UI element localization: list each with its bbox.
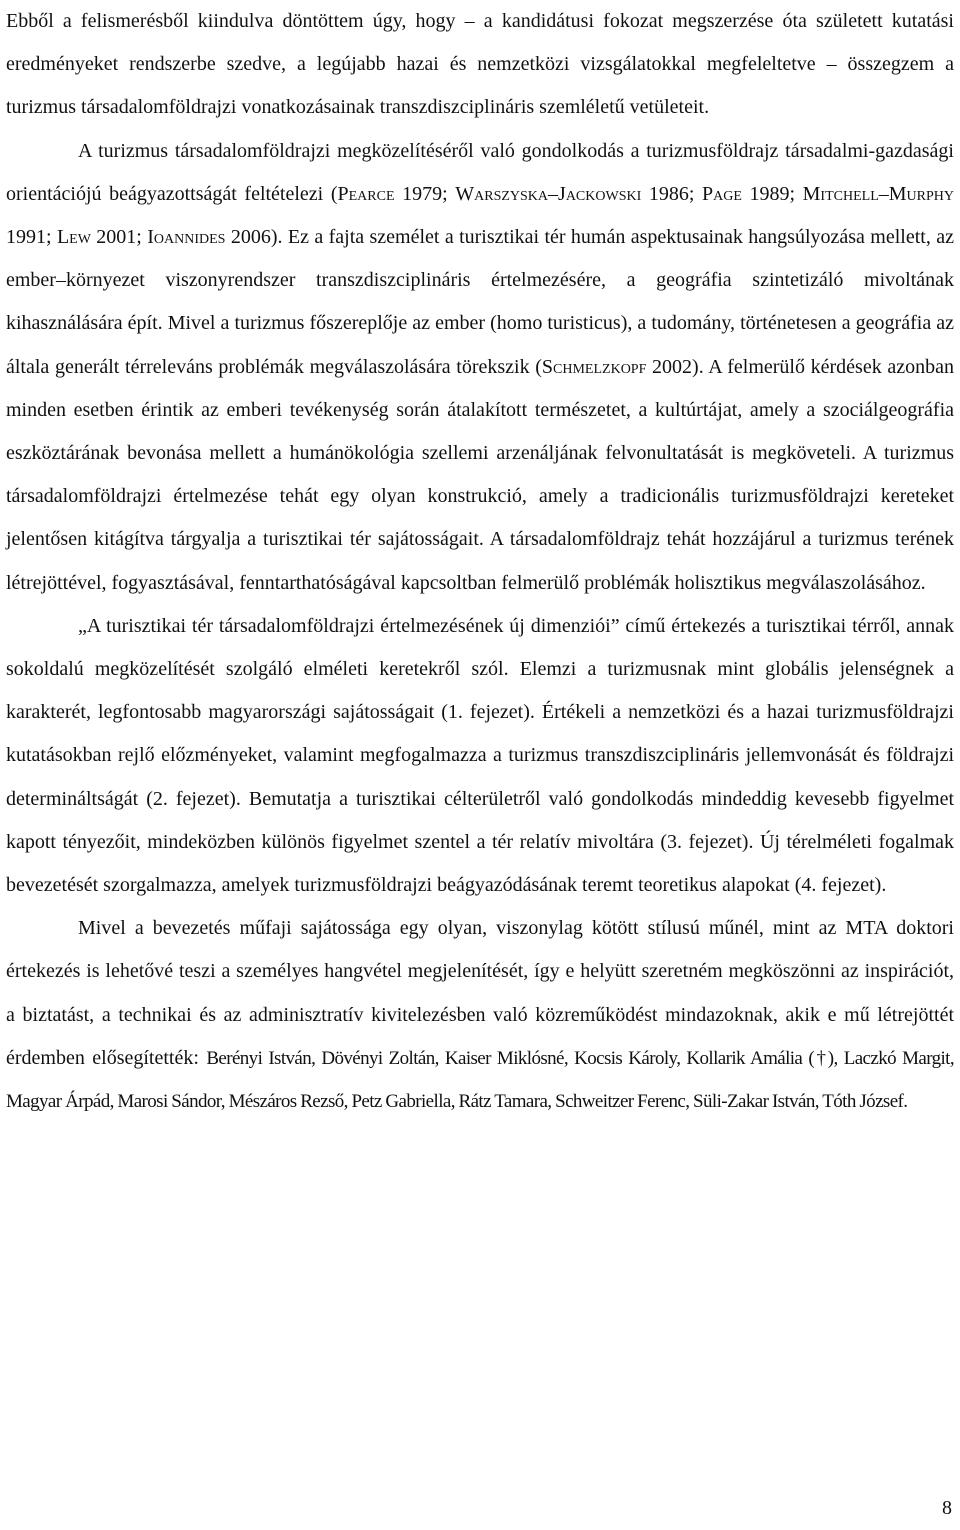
- page-number: 8: [942, 1497, 952, 1519]
- paragraph-intro-conclusion: Ebből a felismerésből kiindulva döntöttem úgy, hogy – a kandidátusi fokozat megszerzése óta született kutatási eredményeket rendszerbe szedve, a legújabb hazai és nemzetközi vizsgálatokkal megfeleltetve – összegzem a turizmus társadalomföldrajzi vonatkozásainak transzdiszciplináris szemléletű vetületeit.: [6, 10, 954, 119]
- paragraph-text-segment: A turizmus társadalomföldrajzi megközelítéséről való gondolkodás a turizmusföldrajz társadalmi-gazdasági orientációjú beágyazottságát feltételezi (: [6, 139, 954, 205]
- citation-author: Warszyska–Jackowski: [455, 182, 642, 205]
- citation-author: Schmelzkopf: [541, 355, 647, 378]
- document-page: [6, 0, 954, 1123]
- paragraph-text-segment: 1986;: [641, 182, 702, 205]
- acknowledged-names: Berényi István, Dövényi Zoltán, Kaiser Miklósné, Kocsis Károly, Kollarik Amália (†), Laczkó Margit, Magyar Árpád, Marosi Sándor, Mészáros Rezső, Petz Gabriella, Rátz Tamara, Schweitzer Ferenc, Süli-Zakar István, Tóth József.: [6, 1047, 954, 1113]
- paragraph-text-segment: Mivel a bevezetés műfaji sajátossága egy olyan, viszonylag kötött stílusú műnél, mint az MTA doktori értekezés is lehetővé teszi a személyes hangvétel megjelenítését, így e helyütt szeretném megköszönni az inspirációt, a biztatást, a technikai és az adminisztratív kivitelezésben való közreműködést mindazoknak, akik e mű létrejöttét érdemben elősegítették:: [6, 917, 954, 1069]
- paragraph-acknowledgements: [6, 907, 954, 1123]
- citation-author: Lew: [56, 226, 91, 249]
- citation-author: Pearce: [337, 182, 395, 205]
- paragraph-text-segment: 2001;: [90, 226, 148, 249]
- paragraph-dissertation-overview: „A turisztikai tér társadalomföldrajzi értelmezésének új dimenziói” című értekezés a turisztikai térről, annak sokoldalú megközelítését szolgáló elméleti keretekről szól. Elemzi a turizmusnak mint globális jelenségnek a karakterét, legfontosabb magyarországi sajátosságait (1. fejezet). Értékeli a nemzetközi és a hazai turizmusföldrajzi kutatásokban rejlő előzményeket, valamint megfogalmazza a turizmus transzdiszciplináris jellemvonását és földrajzi determináltságát (2. fejezet). Bemutatja a turisztikai célterületről való gondolkodás mindeddig kevesebb figyelmet kapott tényezőit, mindeközben különös figyelmet szentel a tér relatív mivoltára (3. fejezet). Új térelméleti fogalmak bevezetését szorgalmazza, amelyek turizmusföldrajzi beágyazódásának teremt teoretikus alapokat (4. fejezet).: [6, 614, 954, 897]
- citation-author: Mitchell–Murphy: [802, 182, 954, 205]
- paragraph-text-segment: 1991;: [6, 226, 57, 249]
- paragraph-text-segment: 1989;: [741, 182, 803, 205]
- paragraph-social-geography: [6, 130, 954, 605]
- citation-author: Ioannides: [147, 226, 226, 249]
- paragraph-text-segment: 2006). Ez a fajta személet a turisztikai tér humán aspektusainak hangsúlyozása mellett, az ember–környezet viszonyrendszer transzdiszciplináris értelmezésére, a geográfia szintetizáló mivoltának kihasználására épít. Mivel a turizmus főszereplője az ember (homo turisticus), a tudomány, történetesen a geográfia az általa generált térreleváns problémák megválaszolására törekszik (: [6, 226, 954, 378]
- citation-author: Page: [702, 182, 742, 205]
- paragraph-text-segment: 2002). A felmerülő kérdések azonban minden esetben érintik az emberi tevékenység során átalakított természetet, a kultúrtájat, amely a szociálgeográfia eszköztárának bevonása mellett a humánökológia szellemi arzenáljának felvonultatását is megköveteli. A turizmus társadalomföldrajzi értelmezése tehát egy olyan konstrukció, amely a tradicionális turizmusföldrajzi kereteket jelentősen kitágítva tárgyalja a turisztikai tér sajátosságait. A társadalomföldrajz tehát hozzájárul a turizmus terének létrejöttével, fogyasztásával, fenntarthatóságával kapcsoltban felmerülő problémák holisztikus megválaszolásához.: [6, 355, 954, 594]
- paragraph-text-segment: 1979;: [394, 182, 456, 205]
